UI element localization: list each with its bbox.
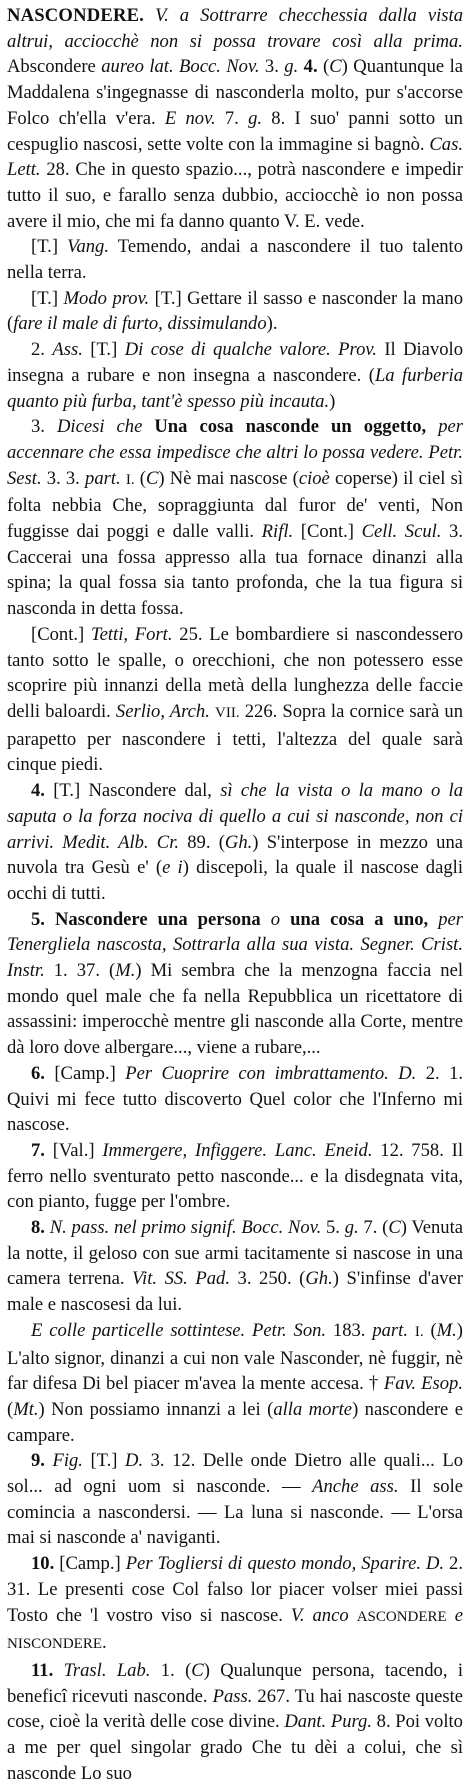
entry-paragraph: [Cont.] Tetti, Fort. 25. Le bombardiere si nascondessero tanto sotto le spalle, o orecchioni, che non potessero esse scoprire più innanzi della metà della lunghezza delle faccie delli baloardi. Serlio, Arch. VII. 226. Sopra la cornice sarà un parapetto per nascondere i tetti, l'altezza del quale sarà cinque piedi. bbox=[7, 623, 463, 776]
entry-paragraph: 3. Dicesi che Una cosa nasconde un oggetto, per accennare che essa impedisce che altri lo possa vedere. Petr. Sest. 3. 3. part. I. (C) Nè mai nascose (cioè coperse) il ciel sì folta nebbia Che, sopraggiunta dal furor de' venti, Non fuggisse dai poggi e dalle valli. Rifl. [Cont.] Cell. Scul. 3. Caccerai una fossa appresso alla tua fornace dinanzi alla spina; la qual fossa sia tanto profonda, che la tua figura si nasconda in detta fossa. bbox=[7, 416, 464, 620]
entry-paragraph: E colle particelle sottintese. Petr. Son. 183. part. I. (M.) L'alto signor, dinanzi a cui non vale Nasconder, nè fuggir, nè far difesa Di bel piacer m'avea la mente accesa. † Fav. Esop. (Mt.) Non possiamo innanzi a lei (alla morte) nascondere e campare. bbox=[7, 1319, 463, 1446]
entry-paragraph: [T.] Vang. Temendo, andai a nascondere il tuo talento nella terra. bbox=[7, 236, 463, 284]
entry-nascondere bbox=[7, 3, 463, 1787]
entry-paragraph: NASCONDERE. V. a Sottrarre checchessia dalla vista altrui, acciocchè non si possa trovare così alla prima. Abscondere aureo lat. Bocc. Nov. 3. g. 4. (C) Quantunque la Maddalena s'ingegnasse di nasconderla molto, pur s'accorse Folco ch'ella v'era. E nov. 7. g. 8. I suo' panni sotto un cespuglio nascosi, sette volte con la immagine si bagnò. Cas. Lett. 28. Che in questo spazio..., potrà nascondere e impedir tutto il suo, e farallo senza dubbio, acciocchè io non possa avere il mio, che mi fa danno quanto V. E. vede. bbox=[7, 5, 463, 232]
entry-paragraph: 6. [Camp.] Per Cuoprire con imbrattamento. D. 2. 1. Quivi mi fece tutto discoverto Quel color che l'Inferno mi nascose. bbox=[7, 1062, 464, 1136]
entry-paragraph: [T.] Modo prov. [T.] Gettare il sasso e nasconder la mano (fare il male di furto, dissimulando). bbox=[7, 287, 463, 335]
entry-paragraph: 7. [Val.] Immergere, Infiggere. Lanc. Eneid. 12. 758. Il ferro nello sventurato petto nasconde... e la disdegnata vita, con pianto, fugge per l'ombre. bbox=[7, 1139, 463, 1213]
entry-paragraph: 11. Trasl. Lab. 1. (C) Qualunque persona, tacendo, i beneficî ricevuti nasconde. Pass. 267. Tu hai nascoste queste cose, cioè la verità delle cose divine. Dant. Purg. 8. Poi volto a me per quel singolar grado Che tu dèi a colui, che sì nasconde Lo suo bbox=[7, 1660, 463, 1784]
entry-paragraph: 10. [Camp.] Per Togliersi di questo mondo, Sparire. D. 2. 31. Le presenti cose Col falso lor piacer volser miei passi Tosto che 'l vostro viso si nascose. V. anco ASCONDERE e NISCONDERE. bbox=[7, 1553, 464, 1654]
entry-paragraph: 2. Ass. [T.] Di cose di qualche valore. Prov. Il Diavolo insegna a rubare e non insegna a nascondere. (La furberia quanto più furba, tant'è spesso più incauta.) bbox=[7, 339, 464, 412]
entry-paragraph: 8. N. pass. nel primo signif. Bocc. Nov. 5. g. 7. (C) Venuta la notte, il geloso con sue armi tacitamente si nascose in una camera terrena. Vit. SS. Pad. 3. 250. (Gh.) S'infinse d'aver male e nascosesi da lui. bbox=[7, 1217, 463, 1316]
entry-paragraph: 5. Nascondere una persona o una cosa a uno, per Tenergliela nascosta, Sottrarla alla sua vista. Segner. Crist. Instr. 1. 37. (M.) Mi sembra che la menzogna faccia nel mondo quel male che fa nella Repubblica un ricettatore di assassini: imperocchè mentre gli nasconde alla Corte, mentre dà loro dove albergare..., viene a rubare,... bbox=[7, 908, 463, 1059]
entry-paragraph: 9. Fig. [T.] D. 3. 12. Delle onde Dietro alle quali... Lo sol... ad ogni uom si nasconde. — Anche ass. Il sole comincia a nascondersi. — La luna si nasconde. — L'orsa mai si nasconde a' naviganti. bbox=[7, 1450, 464, 1549]
entry-paragraph: 4. [T.] Nascondere dal, sì che la vista o la mano o la saputa o la forza nociva di quello a cui si nasconde, non ci arrivi. Medit. Alb. Cr. 89. (Gh.) S'interpose in mezzo una nuvola tra Gesù e' (e i) discepoli, la quale il nascose dagli occhi di tutti. bbox=[7, 780, 464, 904]
